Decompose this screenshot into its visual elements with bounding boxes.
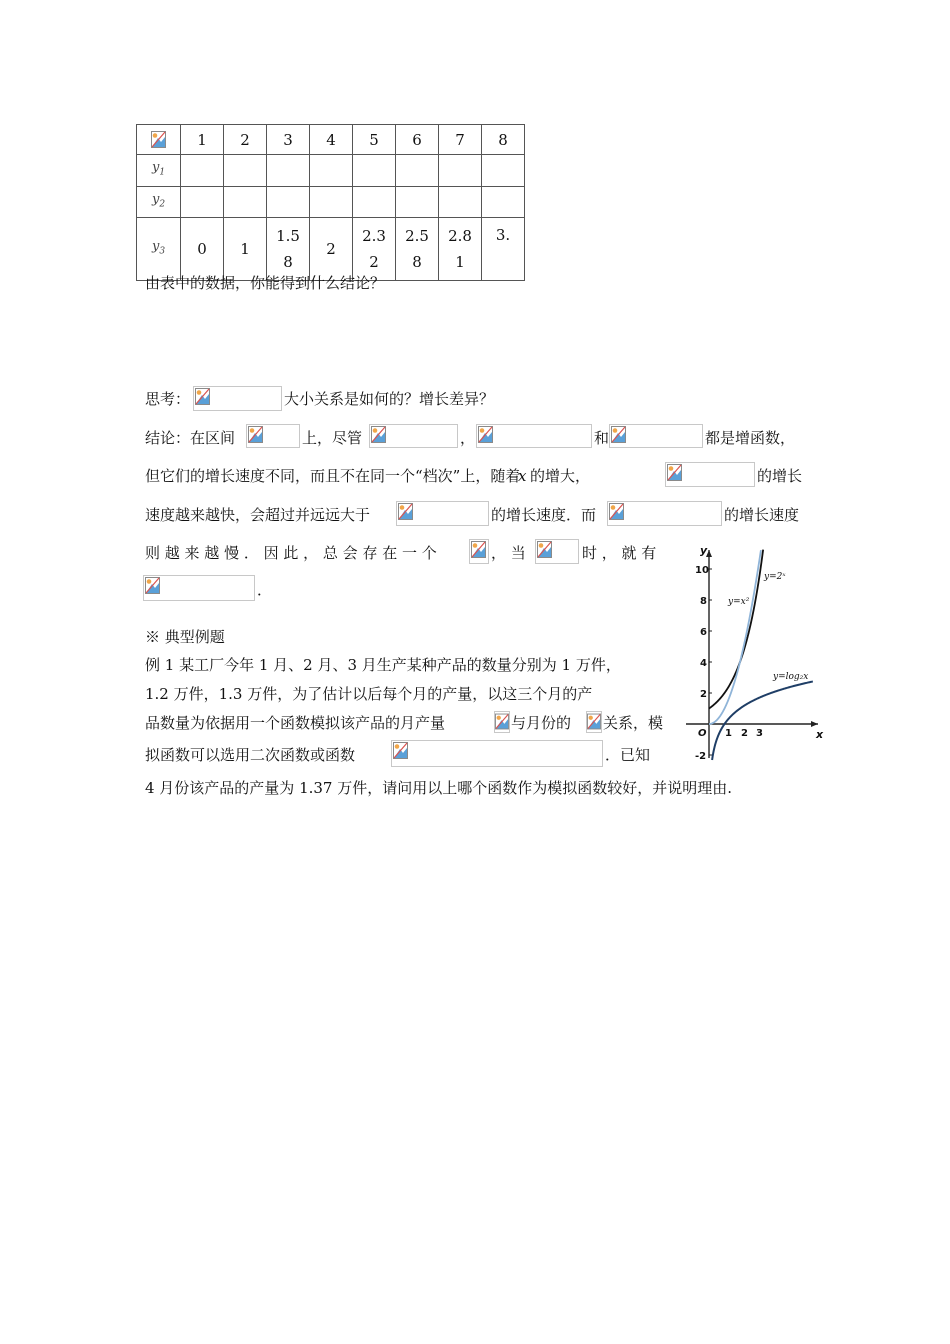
formula-image-placeholder	[609, 424, 703, 448]
conclusion-text: 时 ， 就 有	[582, 544, 657, 562]
y-tick-label: 6	[700, 627, 707, 638]
y-axis-label: y	[700, 544, 708, 557]
formula-image-placeholder	[143, 575, 255, 601]
conclusion-text: ， 当	[491, 544, 526, 562]
example-text: 4 月份该产品的产量为 1.37 万件，请问用以上哪个函数作为模拟函数较好，并说明理由.	[145, 779, 733, 797]
table-cell: 3.	[482, 218, 525, 281]
conclusion-text: 则 越 来 越 慢 ． 因 此 ， 总 会 存 在 一 个	[145, 544, 437, 562]
table-header-cell: 7	[439, 125, 482, 155]
think-label: 思考：	[145, 390, 191, 408]
table-header-row	[137, 125, 525, 155]
table-cell	[267, 155, 310, 187]
curve-exp	[709, 550, 763, 709]
conclusion-text: ．	[257, 581, 273, 599]
table-cell	[310, 155, 353, 187]
y-tick-label: -2	[695, 751, 707, 762]
conclusion-text: 的增长速度	[724, 506, 800, 524]
conclusion-text: 但它们的增长速度不同，而且不在同一个“档次”上，随着	[145, 467, 521, 485]
conclusion-text: ，	[460, 429, 476, 447]
example-text: 拟函数可以选用二次函数或函数	[145, 746, 356, 764]
formula-image-placeholder	[469, 539, 489, 564]
example-text: 例 1 某工厂今年 1 月、2 月、3 月生产某种产品的数量分别为 1 万件，	[145, 656, 621, 674]
formula-image-placeholder	[246, 424, 300, 448]
table-cell	[396, 186, 439, 218]
values-table	[136, 124, 525, 281]
conclusion-text: 的增长	[757, 467, 803, 485]
table-cell	[353, 155, 396, 187]
x-axis-arrow	[811, 721, 818, 727]
table-cell	[181, 155, 224, 187]
table-header-cell: 6	[396, 125, 439, 155]
table-cell	[482, 186, 525, 218]
example-text: ．已知	[605, 746, 651, 764]
table-cell	[439, 186, 482, 218]
table-row-y3	[137, 218, 525, 281]
conclusion-text: 和	[594, 429, 610, 447]
x-tick-label: 3	[756, 728, 763, 739]
table-cell: 1.5 8	[267, 218, 310, 281]
formula-image-placeholder	[396, 501, 489, 526]
origin-label: O	[698, 728, 707, 739]
table-header-cell: 1	[181, 125, 224, 155]
table-cell	[310, 186, 353, 218]
conclusion-text: 结论：在区间	[145, 429, 236, 447]
variable-x: x	[518, 467, 527, 485]
table-cell: 1	[224, 218, 267, 281]
example-text: 1.2 万件，1.3 万件，为了估计以后每个月的产量，以这三个月的产	[145, 685, 593, 703]
y-tick-label: 8	[700, 596, 707, 607]
row-label: $y_3$	[137, 218, 181, 281]
row-label: $y_2$	[137, 186, 181, 218]
table-cell: 2.5 8	[396, 218, 439, 281]
table-header-cell: 3	[267, 125, 310, 155]
table-cell	[224, 186, 267, 218]
curve-square	[709, 550, 761, 724]
x-axis-label: x	[816, 728, 824, 741]
table-cell	[181, 186, 224, 218]
table-cell	[439, 155, 482, 187]
section-heading: ※ 典型例题	[145, 628, 225, 646]
conclusion-text: 的增长速度．而	[491, 506, 597, 524]
table-header-cell: 2	[224, 125, 267, 155]
y-tick-label: 4	[700, 658, 707, 669]
broken-image-icon	[137, 125, 181, 155]
table-header-cell: 4	[310, 125, 353, 155]
formula-image-placeholder	[391, 740, 603, 767]
example-text: 关系，模	[603, 714, 664, 732]
y-tick-label: 10	[695, 565, 709, 576]
curve-label-exp: y=2ˣ	[764, 572, 786, 582]
conclusion-text: 速度越来越快，会超过并远远大于	[145, 506, 371, 524]
y-tick-label: 2	[700, 689, 707, 700]
x-tick-label: 1	[725, 728, 732, 739]
formula-image-placeholder	[369, 424, 458, 448]
table-header-cell: 8	[482, 125, 525, 155]
formula-image-placeholder	[607, 501, 722, 526]
table-cell	[353, 186, 396, 218]
table-row-y2	[137, 186, 525, 218]
table-cell: 2	[310, 218, 353, 281]
table-cell	[396, 155, 439, 187]
question-text: 由表中的数据，你能得到什么结论？	[145, 274, 386, 292]
table-header-cell: 5	[353, 125, 396, 155]
table-cell: 0	[181, 218, 224, 281]
function-graph	[678, 540, 828, 765]
formula-image-placeholder	[586, 711, 602, 733]
conclusion-text: 上，尽管	[302, 429, 363, 447]
conclusion-text: 的增大，	[530, 467, 591, 485]
conclusion-text: 都是增函数，	[705, 429, 796, 447]
formula-image-placeholder	[193, 386, 282, 411]
example-text: 品数量为依据用一个函数模拟该产品的月产量	[145, 714, 446, 732]
think-text: 大小关系是如何的？增长差异？	[284, 390, 495, 408]
table-cell: 2.3 2	[353, 218, 396, 281]
formula-image-placeholder	[476, 424, 592, 448]
formula-image-placeholder	[665, 462, 755, 487]
row-label: $y_1$	[137, 155, 181, 187]
example-text: 与月份的	[511, 714, 572, 732]
curve-label-log: y=log₂x	[773, 672, 809, 682]
formula-image-placeholder	[494, 711, 510, 733]
curve-label-square: y=x²	[728, 597, 750, 607]
table-row-y1	[137, 155, 525, 187]
x-tick-label: 2	[741, 728, 748, 739]
formula-image-placeholder	[535, 539, 579, 564]
table-cell	[224, 155, 267, 187]
curve-log	[712, 681, 813, 760]
table-cell	[482, 155, 525, 187]
table-cell	[267, 186, 310, 218]
table-cell: 2.8 1	[439, 218, 482, 281]
